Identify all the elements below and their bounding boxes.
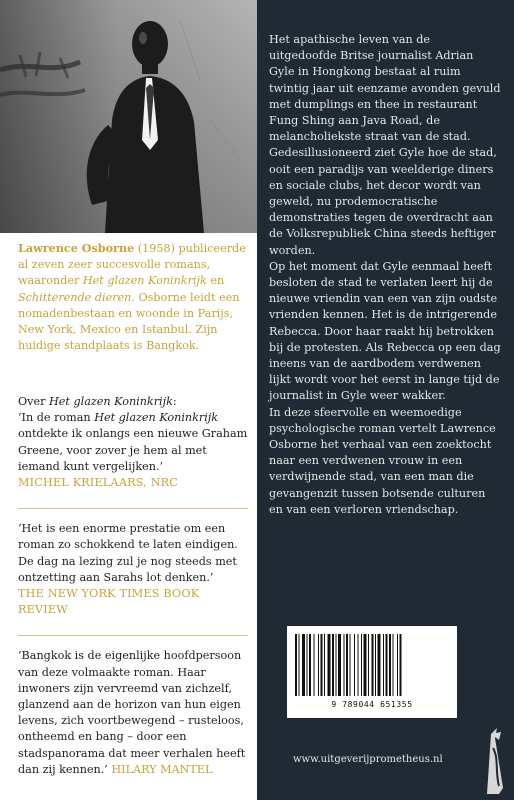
quote-text: ‘Het is een enorme prestatie om een roman zo schokkend te laten eindigen. De dag na lezing zul je nog steeds met ontzetting aan Sarahs lot denken.’ <box>18 522 238 584</box>
author-bio <box>18 240 250 354</box>
divider <box>18 635 248 636</box>
quote-attribution: THE NEW YORK TIMES BOOK REVIEW <box>18 587 200 617</box>
synopsis-paragraph: Het apathische leven van de uitgedoofde Britse journalist Adrian Gyle in Hongkong bestaat al ruim twintig jaar uit eenzame avonden gevuld met dumplings en thee in restaurant Fung Shing aan Java Road, de melancholiekste straat van de stad. Gedesillusioneerd ziet Gyle hoe de stad, ooit een paradijs van weelderige diners en sociale clubs, het decor wordt van geweld, nu prodemocratische demonstraties tegen de overdracht aan de Volksrepubliek China steeds heftiger worden. <box>269 33 501 257</box>
bio-book-title: Het glazen Koninkrijk <box>82 274 207 288</box>
quote-text: ontdekte ik onlangs een nieuwe Graham Greene, voor zover je hem al met iemand kunt vergelijken.’ <box>18 427 248 473</box>
quote-intro-title: Het glazen Koninkrijk <box>49 395 173 408</box>
author-photo <box>0 0 257 233</box>
quote-title: Het glazen Koninkrijk <box>94 411 219 425</box>
bio-text: (1958) publiceerde al zeven zeer succesvolle romans, waaronder <box>18 242 246 288</box>
author-name: Lawrence Osborne <box>18 241 135 255</box>
synopsis-paragraph: Op het moment dat Gyle eenmaal heeft besloten de stad te verlaten leert hij de nieuwe vriendin van een van zijn oudste vrienden kennen. Het is de intrigerende Rebecca. Door haar raakt hij betrokken bij de protesten. Als Rebecca op een dag ineens van de aardbodem verdwenen lijkt wordt voor het eerst in lange tijd de journalist in Gyle weer wakker. <box>269 259 501 403</box>
review-quote <box>18 648 252 796</box>
quote-attribution: HILARY MANTEL <box>111 762 213 776</box>
quote-intro: Over <box>18 395 50 408</box>
review-quote <box>18 521 252 636</box>
barcode-bars <box>293 634 451 698</box>
publisher-url: www.uitgeverijprometheus.nl <box>293 754 443 765</box>
bio-text: . Osborne leidt een nomadenbestaan en woonde in Parijs, New York, Mexico en Istanbul. Zijn huidige standplaats is Bangkok. <box>18 290 240 353</box>
divider <box>18 508 248 509</box>
review-quotes <box>18 394 252 800</box>
isbn-number: 9 789044 651355 <box>331 700 413 709</box>
barcode <box>287 626 457 718</box>
bio-text: en <box>206 274 225 288</box>
bio-book-title: Schitterende dieren <box>18 290 132 304</box>
quote-text: ‘In de roman <box>18 411 95 425</box>
quote-text: ‘Bangkok is de eigenlijke hoofdpersoon van deze volmaakte roman. Haar inwoners zijn vervreemd van zichzelf, glanzend aan de horizon van hun eigen levens, zich voortbewegend – rusteloos, ontheemd en bang – door een stadspanorama dat meer verhalen heeft dan zij kennen.’ <box>18 649 246 776</box>
review-quote <box>18 394 252 509</box>
right-column <box>257 0 514 800</box>
quote-attribution: MICHEL KRIELAARS, NRC <box>18 476 179 490</box>
synopsis <box>269 32 501 518</box>
quote-intro: : <box>172 395 177 408</box>
synopsis-paragraph: In deze sfeervolle en weemoedige psychologische roman vertelt Lawrence Osborne het verhaal van een zoektocht naar een verdwenen vrouw in een verdwijnende stad, van een man die gevangenzit tussen botsende culturen en van een verloren vriendschap. <box>269 405 496 516</box>
publisher-logo-icon <box>483 728 509 794</box>
